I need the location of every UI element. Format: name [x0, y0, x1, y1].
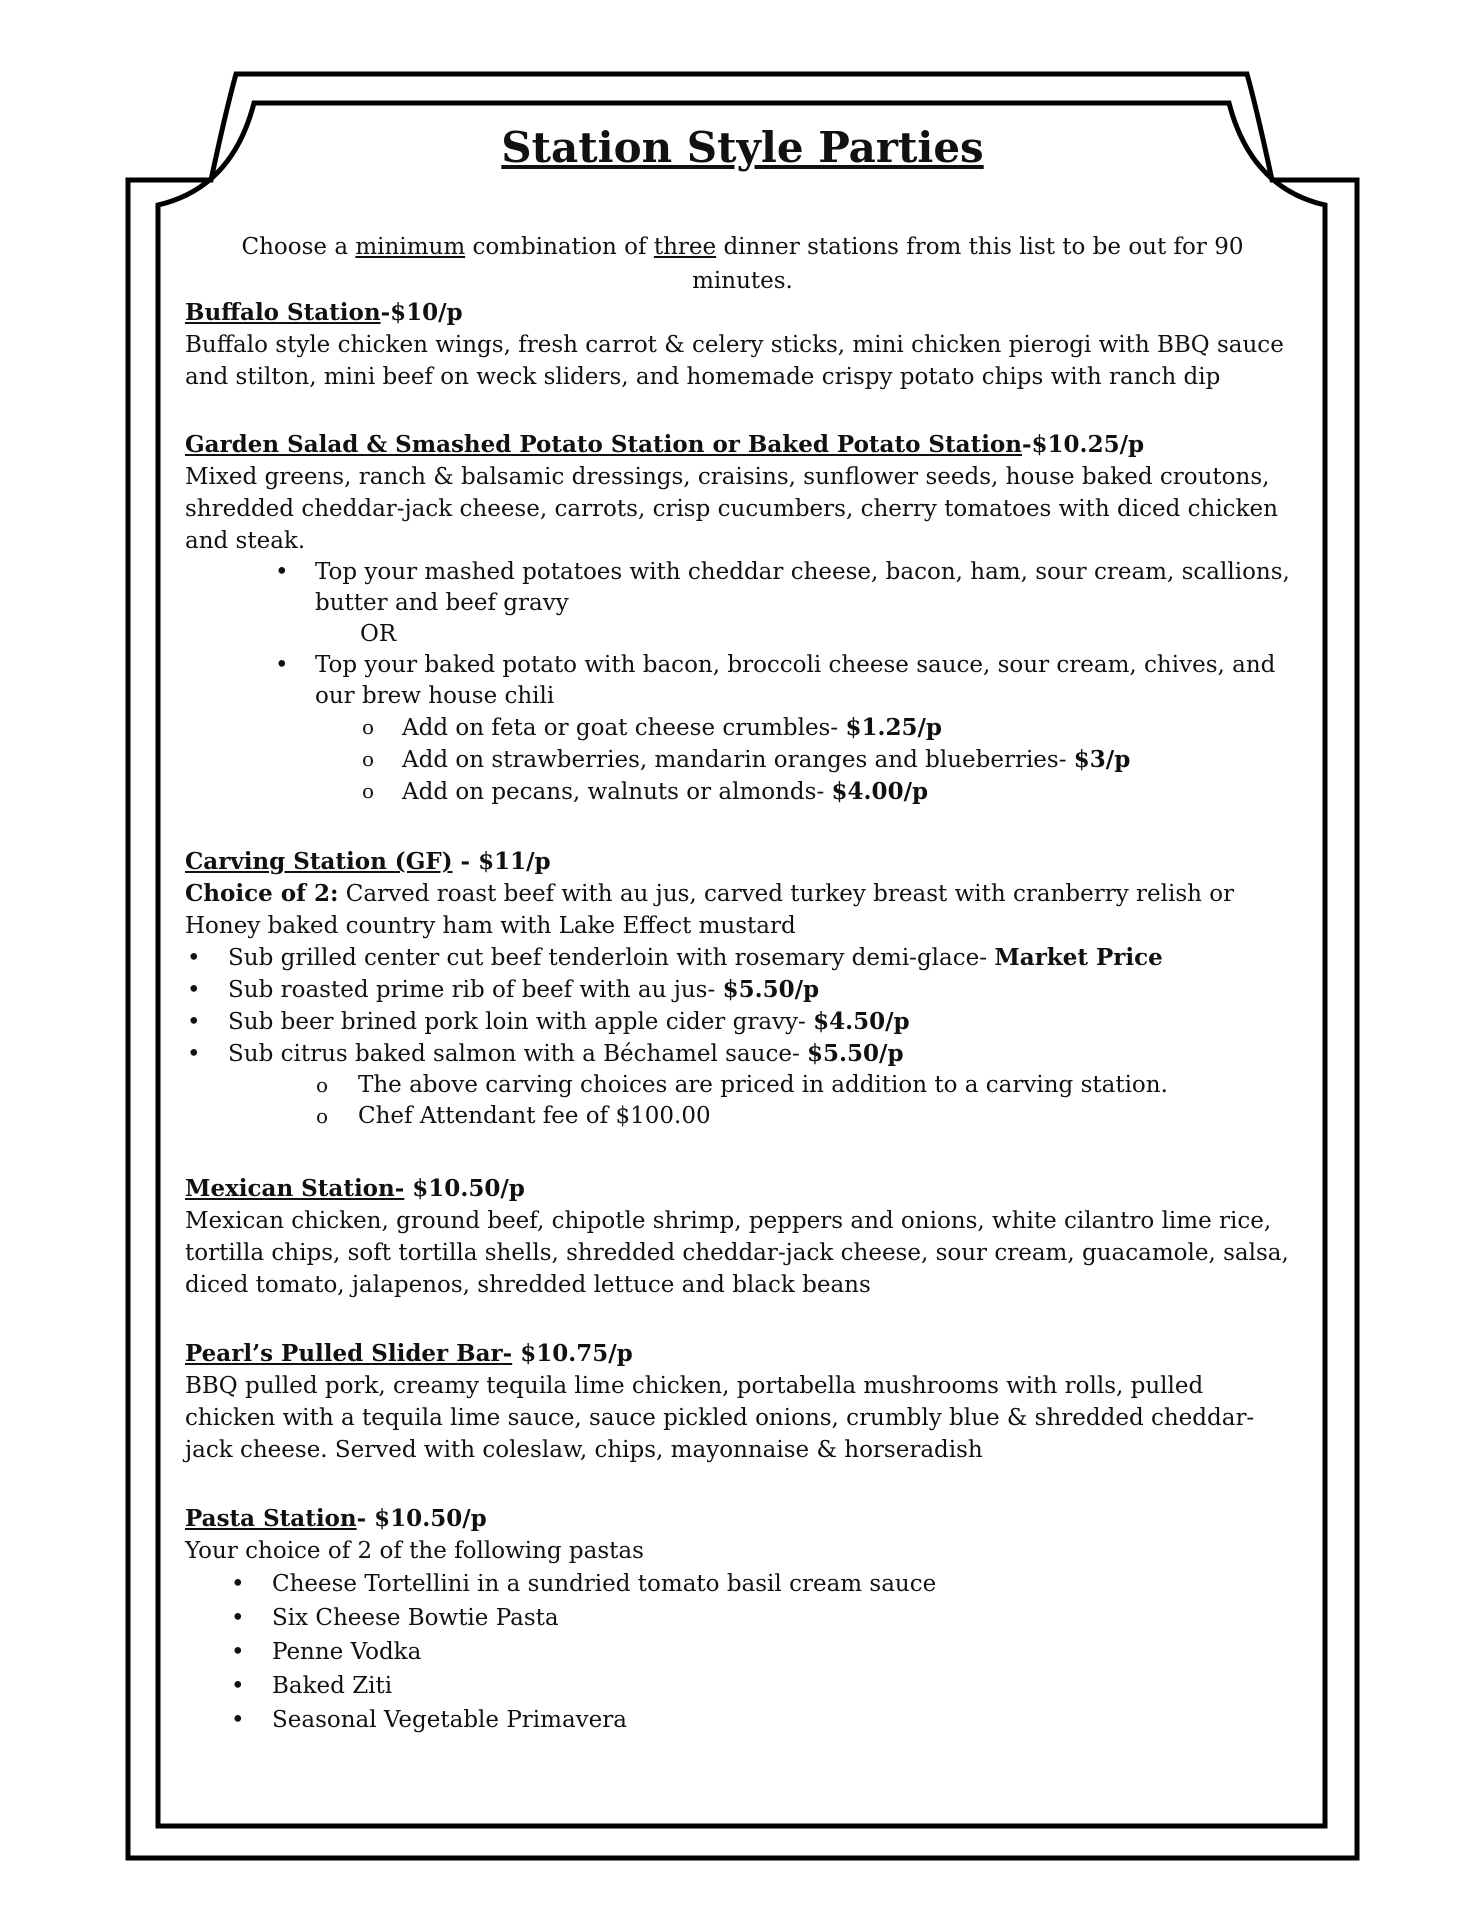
- choice-label: Choice of 2:: [185, 880, 339, 907]
- intro-three: three: [653, 234, 717, 260]
- addon-text: Add on feta or goat cheese crumbles-: [402, 715, 846, 741]
- sub-text: Sub citrus baked salmon with a Béchamel sauce-: [228, 1041, 808, 1067]
- slider-description: BBQ pulled pork, creamy tequila lime chicken, portabella mushrooms with rolls, pulled chicken with a tequila lime sauce, sauce pickled onions, crumbly blue & shredded cheddar-jack cheese. Served with coleslaw, chips, mayonnaise & horseradish: [185, 1373, 1255, 1463]
- list-item: • Six Cheese Bowtie Pasta: [185, 1601, 1300, 1635]
- pasta-heading: [185, 1502, 1300, 1535]
- garden-description: Mixed greens, ranch & balsamic dressings, craisins, sunflower seeds, house baked croutons, shredded cheddar-jack cheese, carrots, crisp cucumbers, cherry tomatoes with diced chicken and steak.: [185, 464, 1278, 554]
- addon-price: $1.25/p: [845, 714, 942, 741]
- garden-name: Garden Salad & Smashed Potato Station or Baked Potato Station: [185, 431, 1022, 458]
- carving-subs: [185, 942, 1300, 1070]
- garden-station: [185, 428, 1300, 808]
- sub-price: $4.50/p: [813, 1008, 910, 1035]
- sub-price: Market Price: [994, 944, 1163, 971]
- buffalo-description: Buffalo style chicken wings, fresh carrot & celery sticks, mini chicken pierogi with BBQ sauce and stilton, mini beef on weck sliders, and homemade crispy potato chips with ranch dip: [185, 332, 1284, 390]
- intro-pre: Choose a: [241, 234, 356, 260]
- or-separator: OR: [360, 621, 397, 647]
- list-item: o Chef Attendant fee of $100.00: [185, 1101, 1300, 1132]
- pasta-name: Pasta Station: [185, 1505, 357, 1532]
- pasta-station: [185, 1502, 1300, 1737]
- list-item: • Penne Vodka: [185, 1635, 1300, 1669]
- sub-text: Sub grilled center cut beef tenderloin with rosemary demi-glace-: [228, 945, 995, 971]
- sub-price: $5.50/p: [722, 976, 820, 1003]
- list-item: [185, 776, 1300, 808]
- pasta-description: Your choice of 2 of the following pastas: [185, 1538, 644, 1564]
- garden-price: -$10.25/p: [1022, 431, 1145, 458]
- intro-minimum: minimum: [355, 234, 466, 260]
- carving-name: Carving Station (GF): [185, 848, 453, 875]
- carving-heading: [185, 845, 1300, 878]
- mexican-name: Mexican Station-: [185, 1175, 405, 1202]
- mexican-price: $10.50/p: [404, 1175, 525, 1202]
- slider-name: Pearl’s Pulled Slider Bar-: [185, 1340, 513, 1367]
- list-item: o The above carving choices are priced in addition to a carving station.: [185, 1070, 1300, 1101]
- page-title: Station Style Parties: [501, 123, 984, 172]
- pasta-list: [185, 1567, 1300, 1737]
- list-item: [185, 1006, 1300, 1038]
- sub-text: Sub beer brined pork loin with apple cider gravy-: [228, 1009, 814, 1035]
- intro-text: [205, 230, 1280, 298]
- garden-addons: [185, 712, 1300, 808]
- list-item: [185, 744, 1300, 776]
- pasta-price: - $10.50/p: [356, 1505, 487, 1532]
- sub-text: Sub roasted prime rib of beef with au jus-: [228, 977, 723, 1003]
- sub-price: $5.50/p: [807, 1040, 904, 1067]
- carving-notes: [185, 1070, 1300, 1132]
- intro-mid: combination of: [465, 234, 654, 260]
- slider-price: $10.75/p: [512, 1340, 633, 1367]
- list-item: • Baked Ziti: [185, 1669, 1300, 1703]
- list-item: • Cheese Tortellini in a sundried tomato basil cream sauce: [185, 1567, 1300, 1601]
- addon-text: Add on strawberries, mandarin oranges and blueberries-: [402, 747, 1074, 773]
- mexican-description: Mexican chicken, ground beef, chipotle shrimp, peppers and onions, white cilantro lime rice, tortilla chips, soft tortilla shells, shredded cheddar-jack cheese, sour cream, guacamole, salsa, diced tomato, jalapenos, shredded lettuce and black beans: [185, 1208, 1289, 1298]
- carving-description: [185, 878, 1300, 942]
- list-item: • Seasonal Vegetable Primavera: [185, 1703, 1300, 1737]
- carving-price: - $11/p: [452, 848, 551, 875]
- buffalo-price: -$10/p: [380, 299, 463, 326]
- list-item: [185, 942, 1300, 974]
- list-item: • Top your baked potato with bacon, broccoli cheese sauce, sour cream, chives, and our brew house chili: [185, 650, 1300, 712]
- carving-station: [185, 845, 1300, 1132]
- buffalo-name: Buffalo Station: [185, 299, 381, 326]
- buffalo-heading: [185, 296, 1300, 329]
- slider-heading: [185, 1337, 1300, 1370]
- list-item: • Top your mashed potatoes with cheddar cheese, bacon, ham, sour cream, scallions, butter and beef gravy: [185, 557, 1300, 619]
- addon-price: $3/p: [1073, 746, 1131, 773]
- garden-heading: [185, 428, 1300, 461]
- list-item: [185, 1038, 1300, 1070]
- slider-bar: [185, 1337, 1300, 1466]
- garden-bullets-2: [185, 650, 1300, 712]
- garden-bullets: [185, 557, 1300, 619]
- list-item: [185, 974, 1300, 1006]
- intro-post: dinner stations from this list to be out for 90 minutes.: [692, 234, 1244, 294]
- buffalo-station: [185, 296, 1300, 393]
- mexican-heading: [185, 1172, 1300, 1205]
- addon-text: Add on pecans, walnuts or almonds-: [402, 779, 832, 805]
- addon-price: $4.00/p: [831, 778, 929, 805]
- mexican-station: [185, 1172, 1300, 1301]
- choice-text: Carved roast beef with au jus, carved turkey breast with cranberry relish or Honey baked country ham with Lake Effect mustard: [185, 881, 1235, 939]
- list-item: [185, 712, 1300, 744]
